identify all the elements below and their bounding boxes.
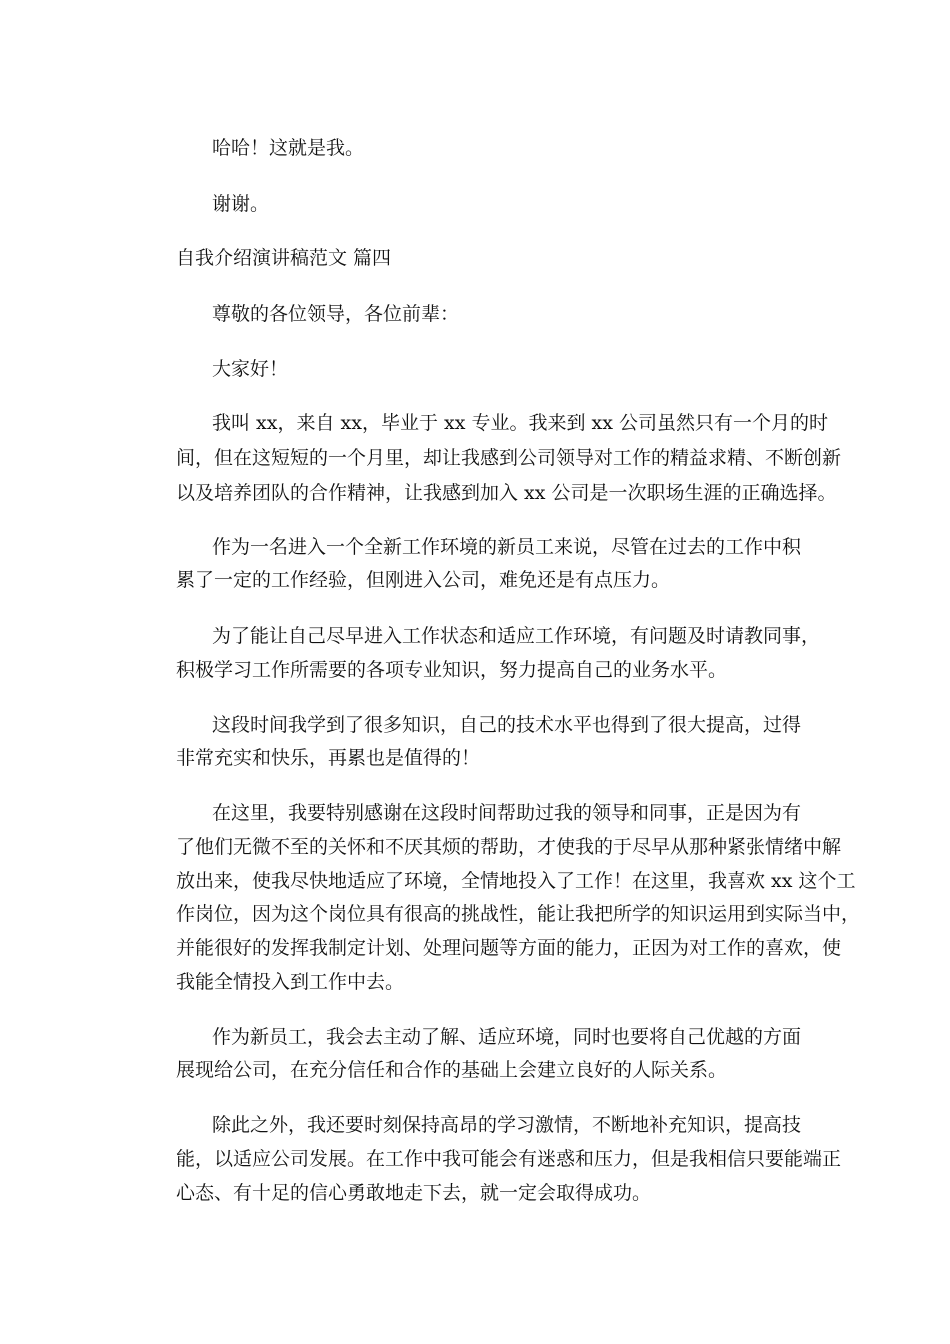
paragraph-line: 我能全情投入到工作中去。	[176, 971, 405, 993]
paragraph-line: 累了一定的工作经验，但刚进入公司，难免还是有点压力。	[176, 569, 671, 591]
paragraph-line: 积极学习工作所需要的各项专业知识，努力提高自己的业务水平。	[176, 659, 728, 681]
paragraph-line: 了他们无微不至的关怀和不厌其烦的帮助，才使我的于尽早从那种紧张情绪中解	[176, 836, 842, 858]
paragraph-line: 在这里，我要特别感谢在这段时间帮助过我的领导和同事，正是因为有	[212, 802, 802, 824]
paragraph-line: 心态、有十足的信心勇敢地走下去，就一定会取得成功。	[176, 1182, 652, 1204]
paragraph-line: 谢谢。	[212, 193, 270, 215]
section-heading: 自我介绍演讲稿范文 篇四	[176, 247, 392, 269]
paragraph-line: 除此之外，我还要时刻保持高昂的学习激情，不断地补充知识，提高技	[212, 1114, 802, 1136]
paragraph-line: 作岗位，因为这个岗位具有很高的挑战性，能让我把所学的知识运用到实际当中，	[176, 903, 861, 925]
paragraph-line: 作为一名进入一个全新工作环境的新员工来说，尽管在过去的工作中积	[212, 536, 802, 558]
paragraph-line: 哈哈！这就是我。	[212, 137, 365, 159]
paragraph-line: 展现给公司，在充分信任和合作的基础上会建立良好的人际关系。	[176, 1059, 728, 1081]
paragraph-line: 间，但在这短短的一个月里，却让我感到公司领导对工作的精益求精、不断创新	[176, 447, 842, 469]
paragraph-line: 并能很好的发挥我制定计划、处理问题等方面的能力，正因为对工作的喜欢，使	[176, 937, 842, 959]
paragraph-line: 我叫 xx，来自 xx，毕业于 xx 专业。我来到 xx 公司虽然只有一个月的时	[212, 412, 828, 434]
paragraph-line: 非常充实和快乐，再累也是值得的！	[176, 747, 481, 769]
paragraph-line: 为了能让自己尽早进入工作状态和适应工作环境，有问题及时请教同事，	[212, 625, 821, 647]
paragraph-line: 大家好！	[212, 358, 289, 380]
paragraph-line: 作为新员工，我会去主动了解、适应环境，同时也要将自己优越的方面	[212, 1026, 802, 1048]
paragraph-line: 能，以适应公司发展。在工作中我可能会有迷惑和压力，但是我相信只要能端正	[176, 1148, 842, 1170]
paragraph-line: 尊敬的各位领导，各位前辈：	[212, 303, 460, 325]
paragraph-line: 放出来，使我尽快地适应了环境，全情地投入了工作！在这里，我喜欢 xx 这个工	[176, 870, 856, 892]
paragraph-line: 以及培养团队的合作精神，让我感到加入 xx 公司是一次职场生涯的正确选择。	[176, 482, 837, 504]
paragraph-line: 这段时间我学到了很多知识，自己的技术水平也得到了很大提高，过得	[212, 714, 802, 736]
